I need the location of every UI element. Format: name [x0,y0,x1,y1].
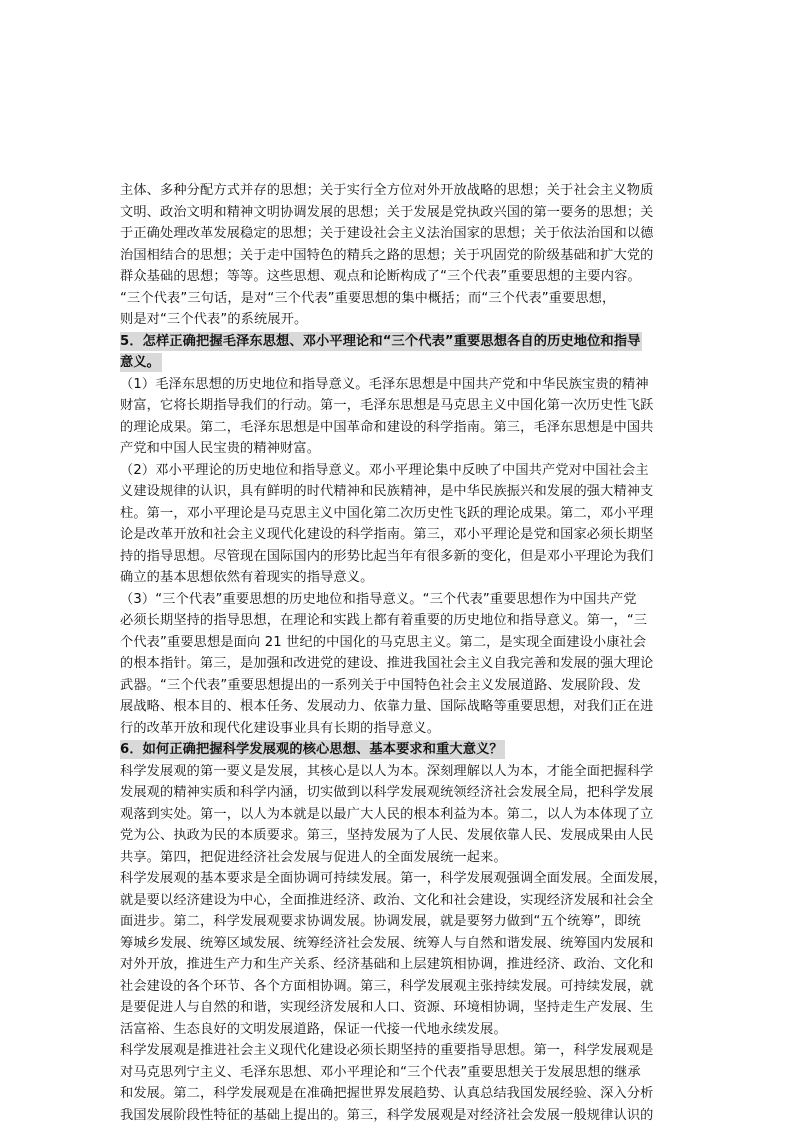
highlighted-heading-text: 5．怎样正确把握毛泽东思想、邓小平理论和“三个代表”重要思想各自的历史地位和指导 [120,332,642,351]
text-line [120,180,676,202]
line-text: 柱。第一，邓小平理论是马克思主义中国化第二次历史性飞跃的理论成果。第二，邓小平理 [120,506,654,521]
line-text: （1）毛泽东思想的历史地位和指导意义。毛泽东思想是中国共产党和中华民族宝贵的精神 [120,377,649,392]
text-line [120,868,676,890]
text-line [120,223,676,245]
text-line [120,804,676,826]
text-line [120,546,676,568]
line-text: 发展观的精神实质和科学内涵，切实做到以科学发展观统领经济社会发展全局，把科学发展 [120,785,654,800]
line-text: （2）邓小平理论的历史地位和指导意义。邓小平理论集中反映了中国共产党对中国社会主 [120,463,649,478]
text-line [120,825,676,847]
highlighted-heading-text: 6．如何正确把握科学发展观的核心思想、基本要求和重大意义？ [120,740,505,759]
text-line [120,202,676,224]
line-text: 党为公、执政为民的本质要求。第三，坚持发展为了人民、发展依靠人民、发展成果由人民 [120,828,654,843]
line-text: 的根本指针。第三，是加强和改进党的建设、推进我国社会主义自我完善和发展的强大理论 [120,656,654,671]
text-line [120,933,676,955]
line-text: 武器。“三个代表”重要思想提出的一系列关于中国特色社会主义发展道路、发展阶段、发 [120,678,641,693]
line-text: 则是对“三个代表”的系统展开。 [120,312,307,327]
text-line [120,481,676,503]
line-text: 主体、多种分配方式并存的思想；关于实行全方位对外开放战略的思想；关于社会主义物质 [120,183,654,198]
text-line [120,976,676,998]
line-text: 的理论成果。第二，毛泽东思想是中国革命和建设的科学指南。第三，毛泽东思想是中国共 [120,420,654,435]
question-heading-line [120,352,676,374]
text-line [120,632,676,654]
line-text: 论是改革开放和社会主义现代化建设的科学指南。第三，邓小平理论是党和国家必须长期坚 [120,527,654,542]
text-line [120,589,676,611]
line-text: 确立的基本思想依然有着现实的指导意义。 [120,570,373,585]
text-line [120,653,676,675]
text-line [120,1062,676,1084]
line-text: 群众基础的思想；等等。这些思想、观点和论断构成了“三个代表”重要思想的主要内容。 [120,269,641,284]
text-line [120,524,676,546]
line-text: 行的改革开放和现代化建设事业具有长期的指导意义。 [120,721,440,736]
text-line [120,718,676,740]
document-body [120,180,676,1126]
text-line [120,847,676,869]
line-text: 是要促进人与自然的和谐，实现经济发展和人口、资源、环境相协调，坚持走生产发展、生 [120,1000,654,1015]
text-line [120,245,676,267]
line-text: 对马克思列宁主义、毛泽东思想、邓小平理论和“三个代表”重要思想关于发展思想的继承 [120,1065,641,1080]
line-text: 财富，它将长期指导我们的行动。第一，毛泽东思想是马克思主义中国化第一次历史性飞跃 [120,398,654,413]
line-text: 我国发展阶段性特征的基础上提出的。第三，科学发展观是对经济社会发展一般规律认识的 [120,1108,654,1123]
text-line [120,503,676,525]
text-line [120,997,676,1019]
text-line [120,1040,676,1062]
line-text: 文明、政治文明和精神文明协调发展的思想；关于发展是党执政兴国的第一要务的思想；关 [120,205,654,220]
text-line [120,782,676,804]
text-line [120,675,676,697]
line-text: 科学发展观的基本要求是全面协调可持续发展。第一，科学发展观强调全面发展。全面发展， [120,871,667,886]
text-line [120,1083,676,1105]
text-line [120,395,676,417]
text-line [120,417,676,439]
text-line [120,761,676,783]
line-text: （3）“三个代表”重要思想的历史地位和指导意义。“三个代表”重要思想作为中国共产党 [120,592,637,607]
question-heading-line [120,739,676,761]
text-line [120,309,676,331]
text-line [120,438,676,460]
text-line [120,696,676,718]
line-text: 科学发展观是推进社会主义现代化建设必须长期坚持的重要指导思想。第一，科学发展观是 [120,1043,654,1058]
line-text: 必须长期坚持的指导思想，在理论和实践上都有着重要的历史地位和指导意义。第一，“三 [120,613,647,628]
line-text: 对外开放，推进生产力和生产关系、经济基础和上层建筑相协调，推进经济、政治、文化和 [120,957,654,972]
line-text: 面进步。第二，科学发展观要求协调发展。协调发展，就是要努力做到“五个统筹”，即统 [120,914,641,929]
line-text: 个代表”重要思想是面向 21 世纪的中国化的马克思主义。第二，是实现全面建设小康社会 [120,635,646,650]
line-text: 活富裕、生态良好的文明发展道路，保证一代接一代地永续发展。 [120,1022,507,1037]
line-text: 观落到实处。第一，以人为本就是以最广大人民的根本利益为本。第二，以人为本体现了立 [120,807,654,822]
text-line [120,374,676,396]
line-text: 义建设规律的认识，具有鲜明的时代精神和民族精神，是中华民族振兴和发展的强大精神支 [120,484,654,499]
question-heading-line [120,331,676,353]
highlighted-heading-text: 意义。 [120,353,162,372]
line-text: “三个代表”三句话，是对“三个代表”重要思想的集中概括；而“三个代表”重要思想， [120,291,615,306]
line-text: 于正确处理改革发展稳定的思想；关于建设社会主义法治国家的思想；关于依法治国和以德 [120,226,654,241]
line-text: 和发展。第二，科学发展观是在准确把握世界发展趋势、认真总结我国发展经验、深入分析 [120,1086,654,1101]
text-line [120,890,676,912]
text-line [120,1019,676,1041]
text-line [120,288,676,310]
line-text: 持的指导思想。尽管现在国际国内的形势比起当年有很多新的变化，但是邓小平理论为我们 [120,549,654,564]
text-line [120,567,676,589]
text-line [120,460,676,482]
text-line [120,610,676,632]
text-line [120,266,676,288]
line-text: 展战略、根本目的、根本任务、发展动力、依靠力量、国际战略等重要思想，对我们正在进 [120,699,654,714]
line-text: 筹城乡发展、统筹区域发展、统筹经济社会发展、统筹人与自然和谐发展、统筹国内发展和 [120,936,654,951]
line-text: 治国相结合的思想；关于走中国特色的精兵之路的思想；关于巩固党的阶级基础和扩大党的 [120,248,654,263]
line-text: 社会建设的各个环节、各个方面相协调。第三，科学发展观主张持续发展。可持续发展，就 [120,979,654,994]
text-line [120,911,676,933]
line-text: 产党和中国人民宝贵的精神财富。 [120,441,320,456]
text-line [120,954,676,976]
line-text: 就是要以经济建设为中心，全面推进经济、政治、文化和社会建设，实现经济发展和社会全 [120,893,654,908]
line-text: 科学发展观的第一要义是发展，其核心是以人为本。深刻理解以人为本，才能全面把握科学 [120,764,654,779]
line-text: 共享。第四，把促进经济社会发展与促进人的全面发展统一起来。 [120,850,507,865]
